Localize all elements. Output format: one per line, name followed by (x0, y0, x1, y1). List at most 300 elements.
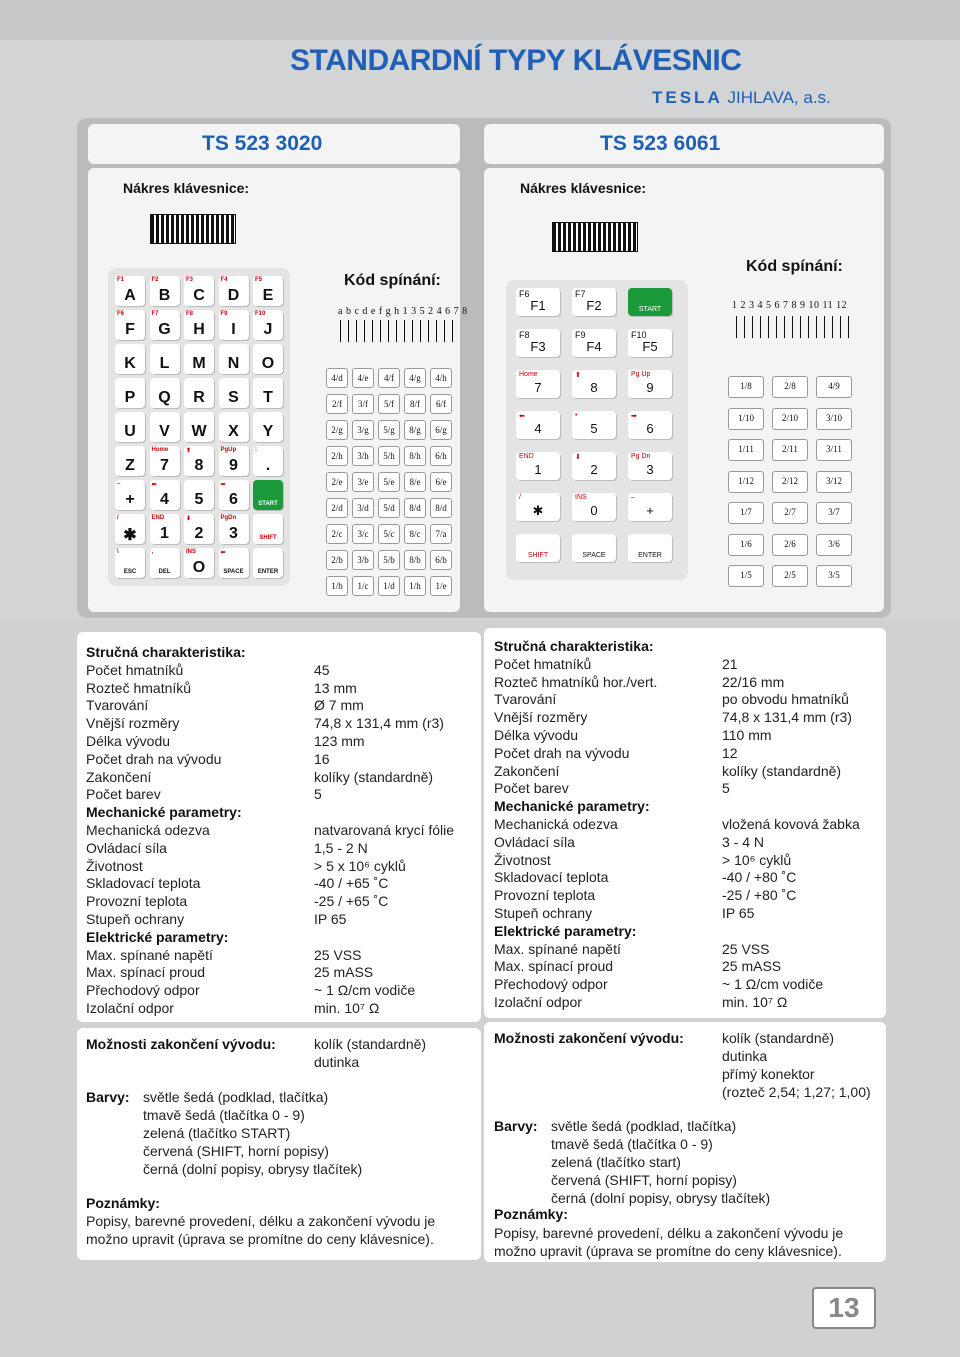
left-key[interactable] (115, 548, 145, 578)
key-main-label: U (124, 423, 136, 440)
key-top-label: ➡ (631, 413, 637, 420)
key-main-label: Z (125, 457, 135, 474)
left-key[interactable] (115, 276, 145, 306)
left-char-value: 25 mASS (314, 964, 374, 981)
code-cell: 2/7 (772, 502, 808, 524)
left-key[interactable] (219, 514, 249, 544)
left-char-value: 16 (314, 750, 330, 767)
right-key[interactable] (516, 288, 560, 316)
right-key[interactable] (516, 534, 560, 562)
left-key[interactable] (184, 480, 214, 510)
right-barvy-3: červená (SHIFT, horní popisy) (551, 1172, 737, 1188)
right-char-label: Délka vývodu (494, 727, 579, 743)
key-bottom-label: START (258, 501, 278, 507)
left-key[interactable] (150, 480, 180, 510)
left-char-label: Zakončení (86, 768, 152, 785)
brand-line (652, 88, 831, 108)
key-top-label: F8 (519, 330, 530, 340)
key-main-label: 6 (646, 421, 654, 436)
key-bottom-label: SPACE (582, 552, 606, 559)
left-char-label: Elektrické parametry: (86, 928, 229, 945)
code-cell: 1/e (430, 576, 452, 596)
right-char-value: -40 / +80 ˚C (722, 869, 797, 886)
right-key[interactable] (516, 329, 560, 357)
right-key[interactable] (628, 288, 672, 316)
key-top-label: ⬅ (220, 550, 226, 556)
brand-name: JIHLAVA, a.s. (727, 88, 831, 107)
key-bottom-label: DEL (158, 569, 171, 575)
code-cell: 4/f (378, 368, 400, 388)
key-main-label: A (124, 287, 136, 304)
code-cell: 5/h (378, 446, 400, 466)
key-top-label: F7 (575, 289, 586, 299)
code-cell: 3/c (352, 524, 374, 544)
code-cell: 2/d (326, 498, 348, 518)
code-cell: 4/g (404, 368, 426, 388)
right-char-label: Stručná charakteristika: (494, 638, 654, 654)
right-char-label: Skladovací teplota (494, 869, 609, 886)
key-main-label: + (125, 491, 135, 508)
left-char-value: -25 / +65 ˚C (314, 893, 389, 910)
code-cell: 3/11 (816, 439, 852, 461)
code-cell: 2/e (326, 472, 348, 492)
right-moznosti-0: kolík (standardně) (722, 1030, 835, 1046)
left-moznosti-0: kolík (standardně) (314, 1036, 427, 1052)
key-top-label: F10 (255, 311, 266, 317)
left-key[interactable] (253, 378, 283, 408)
left-char-label: Životnost (86, 857, 143, 874)
left-code-header: a b c d e f g h 1 3 5 2 4 6 7 8 (338, 306, 468, 317)
right-char-value: po obvodu hmatníků (722, 691, 849, 708)
key-top-label: Pg Dn (631, 453, 651, 460)
right-barvy-2: zelená (tlačítko start) (551, 1154, 681, 1170)
left-barvy-2: zelená (tlačítko START) (143, 1125, 291, 1141)
left-key[interactable] (115, 310, 145, 340)
right-key[interactable] (572, 493, 616, 521)
right-moznosti-1: dutinka (722, 1048, 768, 1064)
left-char-label: Mechanické parametry: (86, 804, 242, 821)
right-poznamky-label: Poznámky: (494, 1206, 568, 1222)
key-main-label: 2 (194, 525, 204, 542)
key-top-label: ➡ (220, 482, 226, 488)
key-top-label: F2 (151, 277, 159, 283)
key-main-label: 5 (194, 491, 204, 508)
code-cell: 6/f (430, 394, 452, 414)
key-top-label: END (151, 515, 165, 521)
code-cell: 2/10 (772, 408, 808, 430)
left-char-value: Ø 7 mm (314, 697, 364, 714)
key-main-label: F (125, 321, 135, 338)
right-char-value: 25 mASS (722, 958, 782, 975)
left-key[interactable] (184, 514, 214, 544)
key-main-label: 3 (229, 525, 238, 542)
code-cell: 1/c (352, 576, 374, 596)
left-key[interactable] (115, 378, 145, 408)
code-cell: 5/f (378, 394, 400, 414)
left-key[interactable] (253, 548, 283, 578)
left-key[interactable] (115, 480, 145, 510)
key-main-label: G (158, 321, 171, 338)
left-key[interactable] (115, 344, 145, 374)
code-cell: 5/d (378, 498, 400, 518)
right-key[interactable] (628, 329, 672, 357)
left-key[interactable] (219, 446, 249, 476)
code-cell: 8/d (430, 498, 452, 518)
key-bottom-label: ENTER (638, 552, 662, 559)
key-main-label: . (265, 457, 271, 474)
key-top-label: : (255, 447, 257, 453)
key-top-label: F6 (519, 289, 530, 299)
key-top-label: PgUp (220, 447, 237, 453)
key-main-label: Q (158, 389, 171, 406)
key-main-label: 8 (590, 380, 598, 395)
brand-logo: TESLA (652, 88, 723, 107)
left-key[interactable] (253, 514, 283, 544)
right-char-label: Mechanické parametry: (494, 798, 650, 815)
right-char-value: 21 (722, 655, 738, 672)
page-title: STANDARDNÍ TYPY KLÁVESNIC (290, 44, 742, 77)
left-char-value: 74,8 x 131,4 mm (r3) (314, 715, 444, 732)
code-cell: 1/b (326, 576, 348, 596)
left-key[interactable] (253, 412, 283, 442)
right-char-value: 12 (722, 744, 738, 761)
left-char-value: 45 (314, 661, 330, 678)
right-char-label: Počet hmatníků (494, 655, 592, 672)
left-key[interactable] (115, 446, 145, 476)
code-cell: 5/g (378, 420, 400, 440)
right-char-value: kolíky (standardně) (722, 762, 842, 779)
right-key[interactable] (628, 411, 672, 439)
key-main-label: 8 (194, 457, 204, 474)
key-main-label: H (193, 321, 205, 338)
right-char-value: 22/16 mm (722, 673, 785, 690)
right-char-label: Max. spínané napětí (494, 940, 621, 957)
key-top-label: , (151, 549, 154, 555)
code-cell: 2/b (326, 550, 348, 570)
right-char-label: Izolační odpor (494, 994, 582, 1010)
key-main-label: + (646, 503, 654, 518)
right-key[interactable] (572, 452, 616, 480)
right-code-title: Kód spínání: (746, 258, 843, 275)
key-top-label: INS (186, 549, 197, 555)
left-connector (150, 214, 236, 244)
key-top-label: ⬆ (575, 372, 581, 379)
key-main-label: V (159, 423, 170, 440)
right-char-value: > 10⁶ cyklů (722, 851, 792, 868)
key-top-label: ⬇ (186, 516, 192, 522)
key-top-label: / (117, 515, 119, 521)
right-poznamky-0: Popisy, barevné provedení, délku a zakončení vývodu je (494, 1225, 844, 1241)
code-cell: 8/f (404, 394, 426, 414)
left-key[interactable] (219, 480, 249, 510)
key-top-label: ⬅ (151, 482, 157, 488)
key-top-label: F1 (117, 277, 125, 283)
right-moznosti-3: (rozteč 2,54; 1,27; 1,00) (722, 1084, 871, 1100)
key-main-label: Y (262, 423, 274, 440)
left-char-label: Mechanická odezva (86, 822, 210, 838)
left-code-title: Kód spínání: (344, 272, 441, 289)
code-cell: 2/8 (772, 376, 808, 398)
left-key[interactable] (253, 480, 283, 510)
right-char-value: 5 (722, 780, 730, 797)
left-key[interactable] (184, 344, 214, 374)
code-cell: 4/d (326, 368, 348, 388)
right-key[interactable] (572, 370, 616, 398)
code-cell: 3/h (352, 446, 374, 466)
left-char-value: natvarovaná krycí fólie (314, 822, 455, 838)
code-cell: 6/b (430, 550, 452, 570)
key-top-label: Home (151, 447, 169, 453)
left-key[interactable] (184, 412, 214, 442)
code-cell: 1/6 (728, 534, 764, 556)
code-cell: 8/g (404, 420, 426, 440)
key-bottom-label: SHIFT (259, 535, 277, 541)
left-poznamky-label: Poznámky: (86, 1195, 160, 1211)
right-char-label: Ovládací síla (494, 833, 575, 850)
left-key[interactable] (219, 310, 249, 340)
left-key[interactable] (184, 378, 214, 408)
left-barvy-3: červená (SHIFT, horní popisy) (143, 1143, 329, 1159)
key-main-label: C (193, 287, 205, 304)
code-cell: 2/6 (772, 534, 808, 556)
right-key[interactable] (572, 288, 616, 316)
left-key[interactable] (219, 412, 249, 442)
key-main-label: I (231, 321, 236, 338)
code-cell: 8/e (404, 472, 426, 492)
code-cell: 1/12 (728, 471, 764, 493)
left-char-label: Max. spínané napětí (86, 946, 213, 963)
left-key[interactable] (115, 412, 145, 442)
key-top-label: END (519, 453, 534, 460)
code-cell: 2/5 (772, 565, 808, 587)
left-char-label: Počet drah na vývodu (86, 750, 222, 767)
left-char-label: Ovládací síla (86, 839, 167, 856)
left-key[interactable] (253, 276, 283, 306)
code-cell: 6/h (430, 446, 452, 466)
key-bottom-label: SPACE (223, 569, 244, 575)
right-moznosti-2: přímý konektor (722, 1066, 815, 1082)
right-char-label: Počet drah na vývodu (494, 744, 630, 761)
key-main-label: R (193, 389, 205, 406)
code-cell: 2/g (326, 420, 348, 440)
code-cell: 6/e (430, 472, 452, 492)
key-main-label: 1 (534, 462, 542, 477)
right-char-value: IP 65 (722, 905, 755, 921)
code-cell: 2/h (326, 446, 348, 466)
key-main-label: B (158, 287, 171, 304)
key-main-label: F3 (530, 339, 546, 354)
right-char-value: 74,8 x 131,4 mm (r3) (722, 709, 852, 726)
right-model-title: TS 523 6061 (600, 132, 721, 155)
left-char-label: Skladovací teplota (86, 875, 201, 892)
right-key[interactable] (516, 411, 560, 439)
right-key[interactable] (628, 452, 672, 480)
key-main-label: 4 (534, 421, 542, 436)
left-char-label: Počet barev (86, 786, 161, 803)
left-barvy-0: světle šedá (podklad, tlačítka) (143, 1089, 329, 1105)
code-cell: 4/h (430, 368, 452, 388)
key-main-label: P (124, 389, 136, 406)
right-barvy-1: tmavě šedá (tlačítka 0 - 9) (551, 1136, 713, 1152)
code-cell: 3/g (352, 420, 374, 440)
left-key[interactable] (150, 310, 180, 340)
key-bottom-label: START (638, 306, 662, 313)
code-cell: 5/b (378, 550, 400, 570)
key-main-label: 9 (646, 380, 654, 395)
key-main-label: 2 (590, 462, 598, 477)
key-top-label: F8 (186, 311, 194, 317)
left-char-label: Rozteč hmatníků (86, 679, 192, 696)
key-main-label: 4 (160, 491, 169, 508)
code-cell: 1/h (404, 576, 426, 596)
left-key[interactable] (219, 276, 249, 306)
right-char-label: Stupeň ochrany (494, 905, 593, 921)
right-key[interactable] (516, 493, 560, 521)
left-barvy-label: Barvy: (86, 1089, 130, 1105)
left-char-value: > 5 x 10⁶ cyklů (314, 857, 406, 874)
right-key[interactable] (628, 534, 672, 562)
left-char-value: IP 65 (314, 911, 347, 927)
right-key[interactable] (572, 329, 616, 357)
key-main-label: 7 (534, 380, 542, 395)
left-char-value: -40 / +65 ˚C (314, 875, 389, 892)
key-main-label: O (192, 559, 206, 576)
key-main-label: 6 (229, 491, 238, 508)
key-bottom-label: SHIFT (527, 552, 549, 559)
left-char-label: Provozní teplota (86, 893, 188, 910)
right-key[interactable] (572, 411, 616, 439)
code-cell: 3/f (352, 394, 374, 414)
left-key[interactable] (150, 548, 180, 578)
right-char-value: -25 / +80 ˚C (722, 887, 797, 904)
code-cell: 1/10 (728, 408, 764, 430)
key-main-label: F5 (642, 339, 658, 354)
right-key[interactable] (628, 493, 672, 521)
right-key[interactable] (516, 452, 560, 480)
right-char-label: Tvarování (494, 691, 557, 708)
code-cell: 6/g (430, 420, 452, 440)
key-top-label: ⬆ (186, 448, 192, 454)
key-main-label: L (159, 355, 170, 372)
key-main-label: ✱ (532, 503, 544, 518)
background-panel (0, 0, 960, 40)
left-char-label: Přechodový odpor (86, 982, 200, 999)
right-char-label: Mechanická odezva (494, 816, 618, 832)
left-char-label: Délka vývodu (86, 733, 171, 749)
left-char-value: 5 (314, 786, 322, 803)
left-key[interactable] (219, 344, 249, 374)
code-cell: 1/7 (728, 502, 764, 524)
left-char-label: Max. spínací proud (86, 964, 206, 981)
left-char-value: 123 mm (314, 733, 365, 749)
code-cell: 3/6 (816, 534, 852, 556)
code-cell: 2/12 (772, 471, 808, 493)
right-nakres-label: Nákres klávesnice: (520, 180, 647, 196)
left-key[interactable] (150, 378, 180, 408)
key-main-label: N (227, 355, 240, 372)
left-key[interactable] (150, 446, 180, 476)
key-main-label: 7 (160, 457, 169, 474)
left-key[interactable] (150, 514, 180, 544)
code-cell: 2/c (326, 524, 348, 544)
key-main-label: J (263, 321, 273, 338)
key-main-label: 5 (590, 421, 598, 436)
left-moznosti-label: Možnosti zakončení vývodu: (86, 1036, 276, 1052)
left-char-label: Stupeň ochrany (86, 911, 185, 927)
left-key[interactable] (150, 344, 180, 374)
key-top-label: Home (519, 371, 538, 378)
right-key[interactable] (628, 370, 672, 398)
right-char-label: Zakončení (494, 762, 560, 779)
code-cell: 5/c (378, 524, 400, 544)
right-barvy-0: světle šedá (podklad, tlačítka) (551, 1118, 737, 1134)
left-key[interactable] (219, 548, 249, 578)
left-poznamky-0: Popisy, barevné provedení, délku a zakončení vývodu je (86, 1213, 436, 1229)
code-cell: 3/12 (816, 471, 852, 493)
code-cell: 4/9 (816, 376, 852, 398)
code-cell: 1/d (378, 576, 400, 596)
right-key[interactable] (516, 370, 560, 398)
right-char-value: 3 - 4 N (722, 833, 765, 850)
left-key[interactable] (150, 412, 180, 442)
left-key[interactable] (184, 276, 214, 306)
left-char-label: Stručná charakteristika: (86, 644, 246, 660)
right-code-lines (736, 316, 854, 338)
right-char-label: Životnost (494, 851, 551, 868)
left-barvy-1: tmavě šedá (tlačítka 0 - 9) (143, 1107, 305, 1123)
key-top-label: \ (117, 549, 119, 555)
left-key[interactable] (150, 276, 180, 306)
left-char-value: 13 mm (314, 679, 357, 696)
code-cell: 3/5 (816, 565, 852, 587)
left-key[interactable] (184, 446, 214, 476)
right-key[interactable] (572, 534, 616, 562)
key-top-label: F10 (631, 330, 647, 340)
key-main-label: F4 (586, 339, 602, 354)
key-top-label: ⬅ (519, 413, 525, 420)
right-char-label: Vnější rozměry (494, 709, 588, 726)
left-key[interactable] (253, 310, 283, 340)
code-cell: 3/d (352, 498, 374, 518)
left-key[interactable] (184, 548, 214, 578)
left-char-label: Vnější rozměry (86, 715, 180, 732)
left-char-value: min. 10⁷ Ω (314, 1000, 380, 1016)
left-char-value: kolíky (standardně) (314, 768, 434, 785)
code-cell: 5/e (378, 472, 400, 492)
left-key[interactable] (184, 310, 214, 340)
key-top-label: ⬇ (575, 454, 581, 461)
right-char-label: Počet barev (494, 780, 569, 797)
left-key[interactable] (219, 378, 249, 408)
key-top-label: PgDn (220, 515, 237, 521)
code-cell: 8/c (404, 524, 426, 544)
left-key[interactable] (115, 514, 145, 544)
left-key[interactable] (253, 446, 283, 476)
key-top-label: F9 (575, 330, 586, 340)
key-main-label: T (263, 389, 273, 406)
code-cell: 1/5 (728, 565, 764, 587)
left-barvy-4: černá (dolní popisy, obrysy tlačítek) (143, 1161, 363, 1177)
code-cell: 8/d (404, 498, 426, 518)
key-main-label: F1 (530, 298, 546, 313)
key-main-label: 3 (646, 462, 654, 477)
code-cell: 3/10 (816, 408, 852, 430)
left-key[interactable] (253, 344, 283, 374)
key-top-label: – (117, 481, 121, 487)
right-char-label: Provozní teplota (494, 887, 596, 904)
key-main-label: M (192, 355, 206, 372)
key-top-label: • (575, 412, 578, 419)
